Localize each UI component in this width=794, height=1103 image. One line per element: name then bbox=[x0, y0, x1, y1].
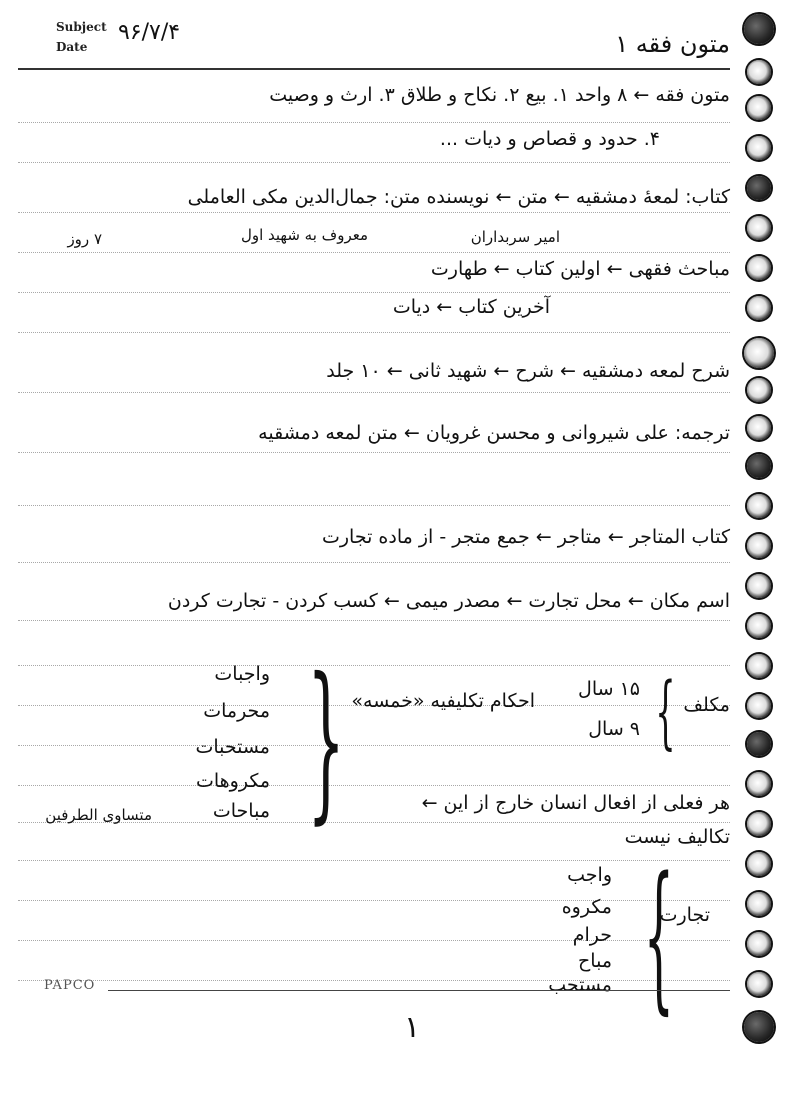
age-15: ۱۵ سال bbox=[578, 678, 640, 700]
binding-hole-icon bbox=[747, 494, 771, 518]
note-line-2: ۴. حدود و قصاص و دیات ... bbox=[439, 128, 660, 150]
binding-hole-icon bbox=[744, 14, 774, 44]
binding-hole-icon bbox=[747, 732, 771, 756]
note-line-4: مباحث فقهی ← اولین کتاب ← طهارت bbox=[430, 258, 730, 280]
binding-hole-icon bbox=[747, 654, 771, 678]
date-label: Date bbox=[56, 40, 88, 54]
binding-hole-icon bbox=[747, 96, 771, 120]
note-line-3-annotation-c: ۷ روز bbox=[67, 230, 102, 248]
binding-hole-icon bbox=[747, 932, 771, 956]
binding-hole-icon bbox=[744, 338, 774, 368]
list-item-mustahabbat: مستحبات bbox=[195, 736, 270, 758]
papco-logo: PAPCO bbox=[44, 978, 96, 993]
binding-hole-icon bbox=[747, 296, 771, 320]
note-line-8: کتاب المتاجر ← متاجر ← جمع متجر - از ماده تجارت bbox=[321, 526, 730, 548]
binding-hole-icon bbox=[747, 972, 771, 996]
subject-label: Subject bbox=[56, 20, 107, 34]
binding-hole-icon bbox=[747, 176, 771, 200]
binding-hole-icon bbox=[747, 892, 771, 916]
binding-hole-icon bbox=[747, 574, 771, 598]
tijarat-item-makruh: مکروه bbox=[561, 896, 612, 918]
list-item-makruhat: مکروهات bbox=[195, 770, 270, 792]
tijarat-item-mubah: مباح bbox=[578, 950, 612, 972]
tijarat-brace: { bbox=[643, 842, 675, 1029]
binding-hole-icon bbox=[747, 256, 771, 280]
mukallaf-label: مکلف bbox=[683, 694, 730, 716]
binding-hole-icon bbox=[747, 852, 771, 876]
note-line-3: کتاب: لمعهٔ دمشقیه ← متن ← نویسنده متن: جمال‌الدین مکی العاملی bbox=[187, 186, 730, 208]
note-line-7: ترجمه: علی شیروانی و محسن غرویان ← متن لمعه دمشقیه bbox=[258, 422, 730, 444]
binding-hole-icon bbox=[747, 136, 771, 160]
list-brace: } bbox=[307, 642, 346, 840]
note-line-6: شرح لمعه دمشقیه ← شرح ← شهید ثانی ← ۱۰ جلد bbox=[326, 360, 730, 382]
tijarat-label: تجارت bbox=[659, 904, 710, 926]
note-line-3-annotation-b: امیر سربداران bbox=[470, 228, 560, 246]
age-brace: { bbox=[655, 665, 676, 758]
binding-hole-icon bbox=[747, 812, 771, 836]
note-line-11: هر فعلی از افعال انسان خارج از این ← bbox=[421, 792, 730, 814]
binding-hole-icon bbox=[747, 614, 771, 638]
note-line-3-annotation-a: معروف به شهید اول bbox=[240, 226, 368, 244]
note-line-12: تکالیف نیست bbox=[624, 826, 730, 848]
binding-hole-icon bbox=[747, 416, 771, 440]
binding-hole-icon bbox=[747, 694, 771, 718]
tijarat-item-haram: حرام bbox=[572, 924, 612, 946]
note-line-9: اسم مکان ← محل تجارت ← مصدر میمی ← کسب کردن - تجارت کردن bbox=[167, 590, 730, 612]
binding-hole-icon bbox=[747, 454, 771, 478]
binding-hole-icon bbox=[747, 534, 771, 558]
date-value: ۹۶/۷/۴ bbox=[118, 20, 181, 45]
binding-hole-icon bbox=[747, 378, 771, 402]
binding-hole-icon bbox=[747, 60, 771, 84]
footer-rule bbox=[108, 990, 730, 991]
page-number: ۱ bbox=[404, 1010, 421, 1045]
note-line-1: متون فقه ← ۸ واحد ۱. بیع ۲. نکاح و طلاق ۳. ارث و وصیت bbox=[269, 84, 730, 106]
binding-hole-icon bbox=[747, 216, 771, 240]
binding-hole-icon bbox=[744, 1012, 774, 1042]
age-9: ۹ سال bbox=[588, 718, 640, 740]
takleefi-rulings: احکام تکلیفیه «خمسه» bbox=[351, 690, 535, 712]
mubahat-note: متساوی الطرفین bbox=[45, 806, 152, 824]
tijarat-item-mustahab: مستحب bbox=[548, 974, 612, 996]
list-item-wajibat: واجبات bbox=[214, 663, 270, 685]
list-item-mubahat: مباحات bbox=[212, 800, 270, 822]
page-title: متون فقه ۱ bbox=[615, 30, 730, 58]
list-item-muharramat: محرمات bbox=[203, 700, 270, 722]
note-line-5: آخرین کتاب ← دیات bbox=[392, 296, 550, 318]
header-rule bbox=[18, 68, 730, 70]
binding-hole-icon bbox=[747, 772, 771, 796]
tijarat-item-wajib: واجب bbox=[567, 864, 612, 886]
